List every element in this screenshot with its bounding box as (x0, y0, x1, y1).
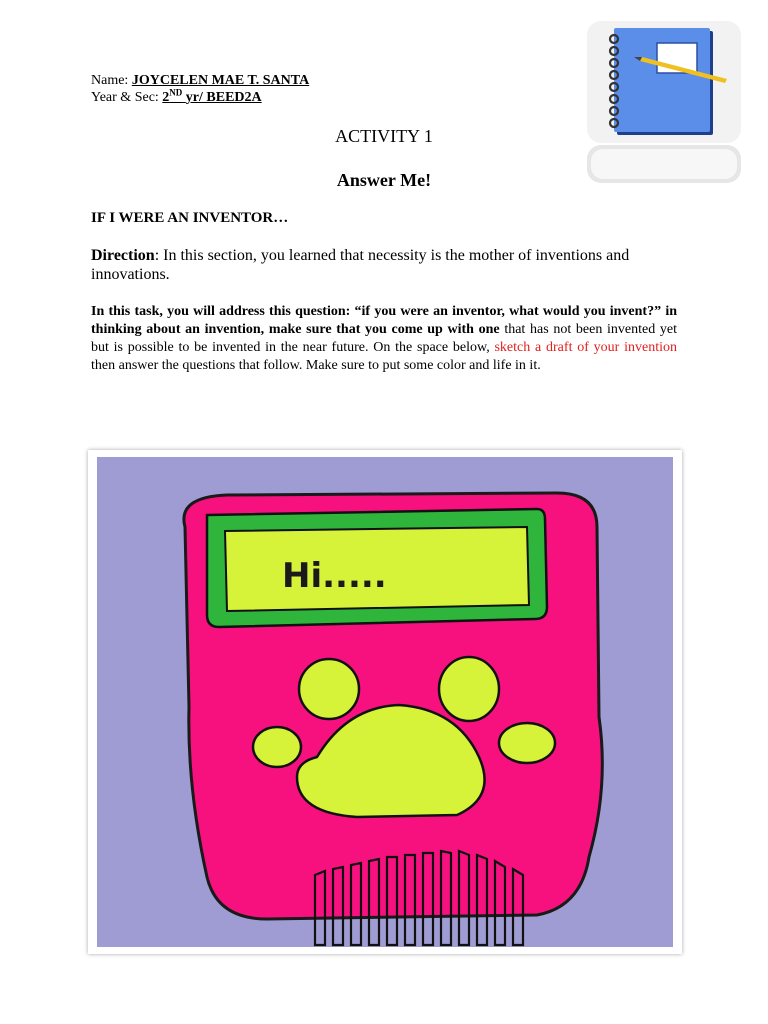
invention-sketch (97, 457, 673, 947)
task-question: In this task, you will address this question: “if you were an inventor, what would you invent?” in thinking about an invention, make sure that you come up with one (91, 304, 677, 337)
name-value: JOYCELEN MAE T. SANTA (131, 73, 310, 88)
button-top-left (299, 659, 359, 719)
year-rest: yr/ BEED2A (185, 90, 262, 105)
section-heading: IF I WERE AN INVENTOR… (91, 210, 289, 226)
direction-text: : In this section, you learned that necessity is the mother of inventions and innovations. (91, 247, 630, 283)
year-suffix: ND (169, 87, 183, 98)
task-paragraph (91, 303, 677, 375)
task-sketch-instruction: sketch a draft of your invention (494, 340, 678, 355)
year-section-line (91, 89, 309, 106)
year-label: Year & Sec: (91, 90, 159, 105)
year-value (162, 87, 262, 105)
button-left (253, 727, 301, 767)
button-top-right (439, 657, 499, 721)
direction-paragraph (91, 246, 681, 284)
activity-subtitle: Answer Me! (336, 170, 432, 190)
name-label: Name: (91, 73, 129, 88)
task-text-2: then answer the questions that follow. Make sure to put some color and life in it. (91, 358, 541, 373)
name-line (91, 72, 309, 89)
notebook-icon (587, 21, 741, 183)
screen-text: Hi..... (282, 556, 387, 596)
task-text-1: that has not been invented yet but is possible to be invented in the near future. On the space below, (91, 322, 677, 355)
activity-title: ACTIVITY 1 (335, 126, 433, 146)
student-info (91, 72, 309, 106)
direction-label: Direction (91, 247, 155, 264)
invention-photo-frame (88, 450, 682, 954)
year-number: 2 (162, 90, 170, 105)
button-right (499, 723, 555, 763)
